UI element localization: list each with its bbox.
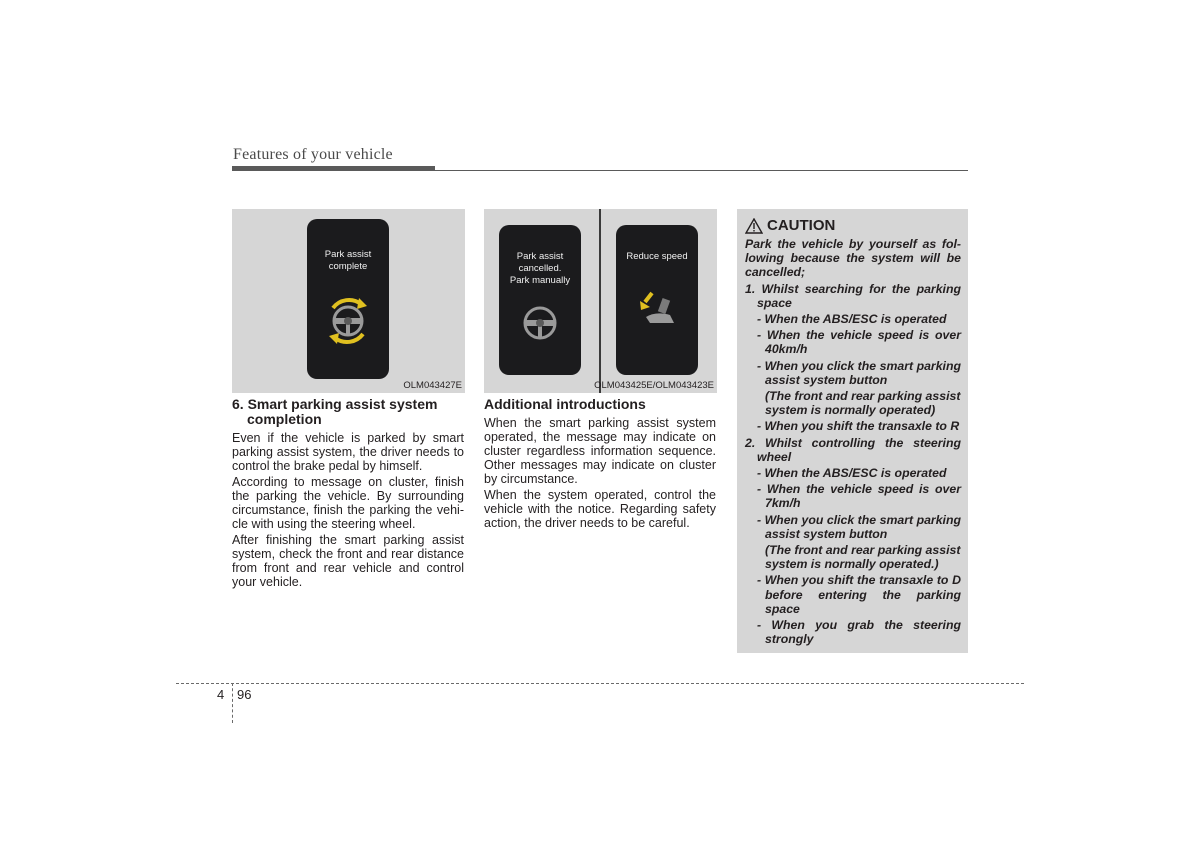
- steering-wheel-rotate-icon: [323, 296, 373, 346]
- caution-item: - When you grab the steering strongly: [757, 618, 961, 647]
- caution-group: [745, 282, 961, 434]
- caution-group: [745, 436, 961, 647]
- caution-title: CAUTION: [767, 217, 836, 234]
- panel-message-line: Park manually: [509, 275, 571, 286]
- caution-body: [745, 237, 961, 648]
- chapter-number: 4: [217, 687, 225, 702]
- section-additional-introductions: [484, 397, 716, 532]
- figure-caption: OLM043425E/OLM043423E: [594, 380, 714, 391]
- page-number: 96: [237, 687, 252, 702]
- panel-message-line: complete: [328, 261, 368, 272]
- figure-caption: OLM043427E: [403, 380, 462, 391]
- caution-item: - When you click the smart parking assist system button: [757, 358, 961, 387]
- body-paragraph: After finishing the smart parking assist system, check the front and rear distance from front and rear vehicle and control your vehicle.: [232, 533, 464, 589]
- caution-item-note: (The front and rear parking assist system is normally operated.): [765, 543, 961, 572]
- figure-divider: [599, 209, 601, 393]
- body-paragraph: When the smart parking assist system operated, the message may indicate on cluster regardless information sequence. Other messages may indicate on cluster by circumstance.: [484, 416, 716, 486]
- header-rule-line: [435, 170, 968, 171]
- body-paragraph: When the system operated, control the vehicle with the notice. Regarding safety action, the driver needs to be careful.: [484, 488, 716, 530]
- caution-item: - When the ABS/ESC is operated: [757, 466, 947, 481]
- body-paragraph: Even if the vehicle is parked by smart parking assist system, the driver needs to control the brake pedal by himself.: [232, 431, 464, 473]
- caution-box: [737, 209, 968, 653]
- section-heading: 6. Smart parking assist system completion: [232, 396, 438, 427]
- panel-message-line: Reduce speed: [626, 251, 688, 262]
- page-header-title: Features of your vehicle: [233, 146, 393, 163]
- panel-message-line: Park assist: [516, 251, 564, 262]
- figure-park-assist-messages: [484, 209, 717, 393]
- steering-wheel-icon: [520, 303, 560, 343]
- body-paragraph: According to message on cluster, finish the parking the vehicle. By surrounding circumstance, finish the parking the vehi-cle with using the steering wheel.: [232, 475, 464, 531]
- panel-message-line: cancelled.: [518, 263, 562, 274]
- caution-item: - When the vehicle speed is over 7km/h: [757, 482, 961, 511]
- caution-group-title: 1. Whilst searching for the parking space: [745, 281, 961, 310]
- footer-divider: [232, 683, 233, 723]
- footer-rule: [176, 683, 1024, 684]
- cluster-display-panel: [616, 225, 698, 375]
- caution-item: - When the vehicle speed is over 40km/h: [757, 328, 961, 357]
- caution-item: - When you click the smart parking assist system button: [757, 512, 961, 541]
- figure-park-assist-complete: [232, 209, 465, 393]
- section-heading: Additional introductions: [484, 396, 646, 412]
- caution-item: - When you shift the transaxle to D before entering the parking space: [757, 573, 961, 616]
- caution-intro: Park the vehicle by yourself as fol-lowing because the system will be cancelled;: [745, 237, 961, 280]
- caution-item: - When you shift the transaxle to R: [757, 419, 960, 434]
- cluster-display-panel: [307, 219, 389, 379]
- section-parking-completion: [232, 397, 464, 591]
- header-rule: [232, 166, 435, 171]
- brake-pedal-icon: [636, 289, 680, 333]
- caution-item: - When the ABS/ESC is operated: [757, 312, 947, 327]
- caution-item-note: (The front and rear parking assist system is normally operated): [765, 389, 961, 418]
- caution-group-title: 2. Whilst controlling the steering wheel: [745, 435, 961, 464]
- caution-heading: [745, 217, 835, 234]
- warning-triangle-icon: [745, 218, 763, 234]
- panel-message-line: Park assist: [324, 249, 372, 260]
- cluster-display-panel: [499, 225, 581, 375]
